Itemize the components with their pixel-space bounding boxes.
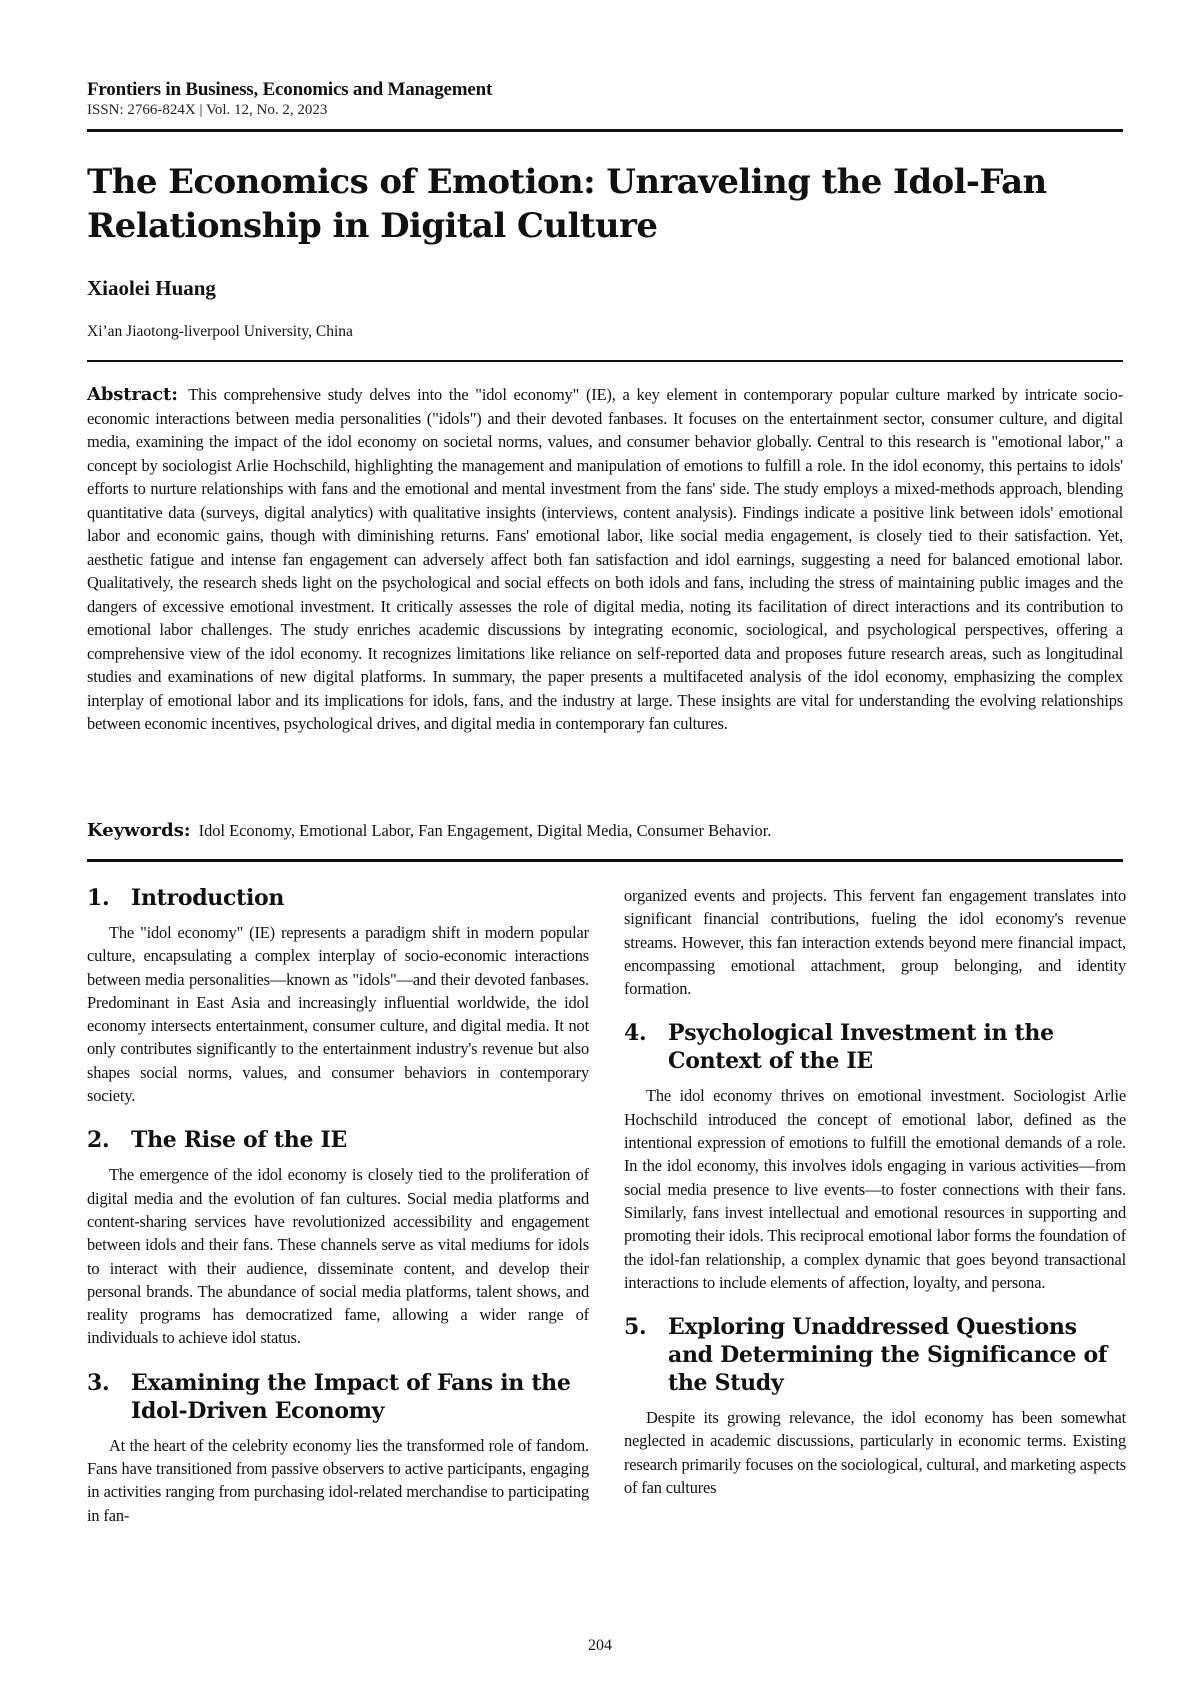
title-rule <box>87 360 1123 362</box>
right-column <box>624 884 1126 1499</box>
section-title: Introduction <box>131 885 285 911</box>
author-affiliation: Xi’an Jiaotong-liverpool University, China <box>87 323 353 340</box>
section-title: Exploring Unaddressed Questions and Determining the Significance of the Study <box>668 1314 1108 1397</box>
section-body-psychological: The idol economy thrives on emotional investment. Sociologist Arlie Hochschild introduced the concept of emotional labor, defined as the intentional expression of emotions to fulfill the emotional demands of a role. In the idol economy, this involves idols engaging in various activities—from social media presence to live events—to foster connections with their fans. Similarly, fans invest intellectual and emotional resources in supporting and promoting their idols. This reciprocal emotional labor forms the foundation of the idol-fan relationship, a complex dynamic that goes beyond transactional interactions to include elements of affection, loyalty, and persona. <box>624 1086 1126 1292</box>
keywords-label: Keywords: <box>87 820 191 841</box>
header-rule <box>87 129 1123 132</box>
section-body-fans-impact: At the heart of the celebrity economy lies the transformed role of fandom. Fans have transitioned from passive observers to active participants, engaging in activities ranging from purchasing idol-related merchandise to participating in fan- <box>87 1435 589 1525</box>
author-name: Xiaolei Huang <box>87 276 216 300</box>
section-body-fans-impact-continued: organized events and projects. This fervent fan engagement translates into significant financial contributions, fueling the idol economy's revenue streams. However, this fan interaction extends beyond mere financial impact, encompassing emotional attachment, group belonging, and identity formation. <box>624 886 1126 999</box>
keywords-text: Idol Economy, Emotional Labor, Fan Engagement, Digital Media, Consumer Behavior. <box>198 821 772 840</box>
section-number: 5. <box>624 1314 647 1341</box>
journal-name: Frontiers in Business, Economics and Management <box>87 79 493 100</box>
section-number: 1. <box>87 885 110 911</box>
section-heading-fans-impact <box>87 1369 589 1425</box>
section-number: 4. <box>624 1020 647 1047</box>
left-column <box>87 884 589 1527</box>
abstract-text: This comprehensive study delves into the "idol economy" (IE), a key element in contemporary popular culture marked by intricate socio-economic interactions between media personalities ("idols") and their devoted fanbases. It focuses on the entertainment sector, consumer culture, and digital media, examining the impact of the idol economy on societal norms, values, and consumer behavior globally. Central to this research is "emotional labor," a concept by sociologist Arlie Hochschild, highlighting the management and manipulation of emotions to fulfill a role. In the idol economy, this pertains to idols' efforts to nurture relationships with fans and the emotional and mental investment from the fans' side. The study employs a mixed-methods approach, blending quantitative data (surveys, digital analytics) with qualitative insights (interviews, content analysis). Findings indicate a positive link between idols' emotional labor and economic gains, though with diminishing returns. Fans' emotional labor, like social media engagement, is closely tied to their satisfaction. Yet, aesthetic fatigue and intense fan engagement can adversely affect both fan satisfaction and idol earnings, suggesting a need for balanced emotional labor. Qualitatively, the research sheds light on the psychological and social effects on both idols and fans, including the stress of maintaining public images and the dangers of excessive emotional investment. It critically assesses the role of digital media, noting its facilitation of direct interactions and its contribution to emotional labor challenges. The study enriches academic discussions by integrating economic, sociological, and psychological perspectives, offering a comprehensive view of the idol economy. It recognizes limitations like reliance on self-reported data and proposes future research areas, such as longitudinal studies and examinations of new digital platforms. In summary, the paper presents a multifaceted analysis of the idol economy, emphasizing the complex interplay of emotional labor and its implications for idols, fans, and the industry at large. These insights are vital for understanding the evolving relationships between economic incentives, psychological drives, and digital media in contemporary fan cultures. <box>87 385 1124 733</box>
section-title: Psychological Investment in the Context of the IE <box>668 1020 1054 1075</box>
page-number: 204 <box>588 1637 612 1654</box>
section-heading-rise <box>87 1126 589 1154</box>
abstract-label: Abstract: <box>87 384 178 405</box>
section-heading-unaddressed <box>624 1313 1126 1397</box>
section-body-rise: The emergence of the idol economy is closely tied to the proliferation of digital media and the evolution of fan cultures. Social media platforms and content-sharing services have revolutionized accessibility and engagement between idols and their fans. These channels serve as vital mediums for idols to interact with their audience, disseminate content, and develop their personal brands. The abundance of social media platforms, talent shows, and reality programs has democratized fame, allowing a wider range of individuals to achieve idol status. <box>87 1165 589 1348</box>
section-title: Examining the Impact of Fans in the Idol-Driven Economy <box>131 1369 571 1424</box>
issn-line: ISSN: 2766-824X | Vol. 12, No. 2, 2023 <box>87 102 328 118</box>
section-number: 3. <box>87 1369 110 1396</box>
section-number: 2. <box>87 1127 110 1154</box>
section-heading-psychological <box>624 1019 1126 1075</box>
section-body-unaddressed: Despite its growing relevance, the idol economy has been somewhat neglected in academic discussions, particularly in economic terms. Existing research primarily focuses on the sociological, cultural, and marketing aspects of fan cultures <box>624 1408 1126 1498</box>
keywords <box>87 820 1123 841</box>
section-title: The Rise of the IE <box>131 1127 347 1154</box>
abstract-rule <box>87 859 1123 862</box>
abstract <box>87 383 1123 736</box>
section-body-introduction: The "idol economy" (IE) represents a paradigm shift in modern popular culture, encapsulating a complex interplay of socio-economic interactions between media personalities—known as "idols"—and their devoted fanbases. Predominant in East Asia and increasingly influential worldwide, the idol economy intersects entertainment, consumer culture, and digital media. It not only contributes significantly to the entertainment industry's revenue but also shapes social norms, values, and consumer behaviors in contemporary society. <box>87 923 589 1106</box>
paper-title: The Economics of Emotion: Unraveling the Idol-Fan Relationship in Digital Culture <box>87 162 1047 246</box>
section-heading-introduction <box>87 884 589 912</box>
